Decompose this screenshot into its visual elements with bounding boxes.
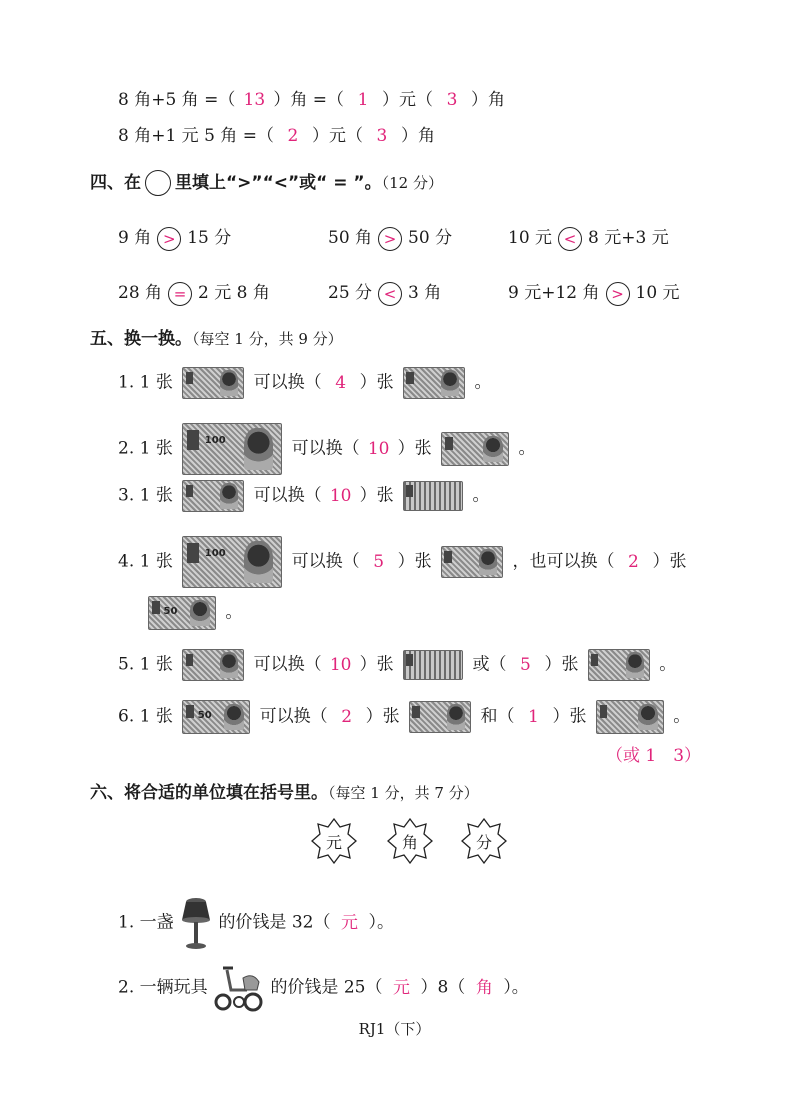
text: ）角 =（ — [273, 90, 344, 110]
text: 。 — [225, 602, 243, 623]
compare-left: 9 元+12 角 — [508, 283, 600, 303]
answer: 元 — [340, 912, 358, 933]
text: 可以换（ — [259, 706, 328, 727]
text: 和（ — [480, 706, 515, 727]
circle-icon — [145, 170, 171, 196]
answer: 3 — [446, 90, 458, 110]
alternative-answer — [606, 744, 701, 768]
banknote-20-yuan — [441, 546, 503, 578]
banknote-20-yuan — [182, 367, 244, 399]
answer: 1 — [357, 90, 369, 110]
answer: 5 — [520, 654, 531, 675]
unit-label: 元 — [325, 833, 342, 852]
compare-left: 9 角 — [118, 228, 152, 248]
answer: 2 — [628, 551, 639, 572]
unit-label: 分 — [475, 833, 492, 852]
circle-icon — [606, 282, 630, 306]
text: ）角 — [471, 90, 505, 110]
text: 可以换（ — [291, 551, 360, 572]
text: ）元（ — [311, 126, 363, 146]
text: ）。 — [368, 912, 394, 933]
answer: 5 — [373, 551, 385, 572]
question-number: 3. 1 张 — [118, 485, 173, 506]
compare-right: 10 元 — [635, 283, 680, 303]
circle-icon — [558, 227, 582, 251]
answer: 4 — [335, 372, 347, 393]
question-number: 2. 1 张 — [118, 438, 173, 459]
compare-left: 10 元 — [508, 228, 553, 248]
banknote-50-yuan — [148, 596, 216, 630]
answer: 2 — [341, 706, 353, 727]
answer: 13 — [243, 90, 266, 110]
compare-left: 28 角 — [118, 283, 163, 303]
question-number: 1. 1 张 — [118, 372, 173, 393]
answer: 3 — [376, 126, 388, 146]
banknote-50-yuan — [182, 700, 250, 734]
compare-left: 50 角 — [328, 228, 373, 248]
question-text: 2. 一辆玩具 — [118, 977, 208, 998]
text: 可以换（ — [253, 485, 322, 506]
compare-sign: = — [173, 284, 187, 303]
text: 8 角+5 角 =（ — [118, 90, 236, 110]
score-note: （每空 1 分，共 9 分） — [192, 330, 343, 348]
circle-icon — [168, 282, 192, 306]
compare-item — [118, 281, 270, 306]
text: 可以换（ — [253, 372, 322, 393]
text: ）张 — [397, 438, 432, 459]
circle-icon — [378, 282, 402, 306]
score-note: （12 分） — [381, 174, 443, 192]
question-number: 6. 1 张 — [118, 706, 173, 727]
circle-icon — [378, 227, 402, 251]
answer: 角 — [475, 977, 493, 998]
bill-denomination: 100 — [204, 435, 226, 446]
exchange-q4 — [118, 536, 686, 588]
answer: 元 — [392, 977, 410, 998]
text: ）。 — [503, 977, 529, 998]
compare-sign: > — [162, 229, 176, 248]
banknote-20-yuan — [409, 701, 471, 733]
text: ）8（ — [420, 977, 466, 998]
unit-badge-fen — [461, 818, 507, 864]
pricing-q2 — [118, 962, 529, 1014]
compare-right: 15 分 — [187, 228, 232, 248]
compare-sign: > — [383, 229, 397, 248]
compare-sign: > — [611, 284, 624, 303]
banknote-10-yuan — [182, 649, 244, 681]
banknote-2-yuan — [588, 649, 650, 681]
answer: 10 — [329, 485, 352, 506]
compare-right: 3 角 — [408, 283, 442, 303]
compare-item — [508, 226, 669, 251]
exchange-q4-continued — [144, 596, 242, 630]
lamp-icon — [179, 896, 213, 950]
alt-text: （或 1 3） — [606, 746, 702, 766]
text: ）张 — [544, 654, 579, 675]
compare-right: 8 元+3 元 — [588, 228, 669, 248]
text: 。 — [518, 438, 536, 459]
text: 可以换（ — [253, 654, 322, 675]
title-part: 六、将合适的单位填在括号里。 — [90, 783, 328, 803]
title-part: 四、在 — [90, 173, 141, 193]
text: 的价钱是 25（ — [270, 977, 383, 998]
text: ）张 — [397, 551, 432, 572]
banknote-100-yuan — [182, 423, 282, 475]
pricing-q1 — [118, 896, 394, 950]
section-6-title — [90, 781, 479, 805]
banknote-10-yuan — [441, 432, 509, 466]
text: 。 — [673, 706, 691, 727]
unit-badge-yuan — [311, 818, 357, 864]
calc-line-1 — [118, 88, 505, 112]
text: ）张 — [652, 551, 687, 572]
question-number: 4. 1 张 — [118, 551, 173, 572]
compare-sign: < — [563, 229, 577, 248]
compare-right: 50 分 — [408, 228, 453, 248]
toy-tricycle-icon — [213, 962, 265, 1014]
compare-item — [508, 281, 680, 306]
text: ，也可以换（ — [512, 551, 615, 572]
compare-sign: < — [383, 284, 397, 303]
calc-line-2 — [118, 124, 435, 148]
unit-badge-jiao — [387, 818, 433, 864]
answer: 2 — [287, 126, 299, 146]
exchange-q3 — [118, 480, 489, 512]
page-footer: RJ1（下） — [358, 1020, 431, 1038]
banknote-100-yuan — [182, 536, 282, 588]
text: 8 角+1 元 5 角 =（ — [118, 126, 274, 146]
exchange-q6 — [118, 700, 690, 734]
title-part: 里填上“>”“<”或“ = ”。 — [175, 173, 382, 193]
text: 。 — [474, 372, 492, 393]
bill-denomination: 100 — [204, 548, 226, 559]
question-text: 1. 一盏 — [118, 912, 174, 933]
exchange-q1 — [118, 367, 491, 399]
section-5-title — [90, 327, 343, 351]
banknote-10-yuan — [596, 700, 664, 734]
compare-left: 25 分 — [328, 283, 373, 303]
compare-item — [118, 226, 231, 251]
answer: 1 — [528, 706, 539, 727]
banknote-1-yuan — [182, 480, 244, 512]
text: 。 — [472, 485, 490, 506]
exchange-q2 — [118, 423, 535, 475]
text: 。 — [659, 654, 677, 675]
bill-denomination: 50 — [163, 606, 178, 618]
banknote-1-jiao — [403, 481, 463, 511]
answer: 10 — [367, 438, 390, 459]
exchange-q5 — [118, 649, 676, 681]
unit-label: 角 — [401, 833, 418, 852]
text: ）张 — [359, 485, 394, 506]
bill-denomination: 50 — [197, 710, 212, 722]
circle-icon — [157, 227, 181, 251]
question-number: 5. 1 张 — [118, 654, 173, 675]
text: ）角 — [400, 126, 435, 146]
compare-item — [328, 226, 452, 251]
score-note: （每空 1 分，共 7 分） — [328, 784, 479, 802]
compare-right: 2 元 8 角 — [198, 283, 270, 303]
text: ）元（ — [382, 90, 433, 110]
compare-item — [328, 281, 441, 306]
banknote-5-yuan — [403, 367, 465, 399]
text: ）张 — [359, 654, 394, 675]
section-4-title — [90, 170, 443, 196]
text: 或（ — [472, 654, 507, 675]
title-part: 五、换一换。 — [90, 329, 192, 349]
text: ）张 — [552, 706, 587, 727]
text: 可以换（ — [291, 438, 360, 459]
text: ）张 — [359, 372, 394, 393]
banknote-1-yuan — [403, 650, 463, 680]
answer: 10 — [329, 654, 352, 675]
text: 的价钱是 32（ — [218, 912, 331, 933]
text: ）张 — [365, 706, 400, 727]
